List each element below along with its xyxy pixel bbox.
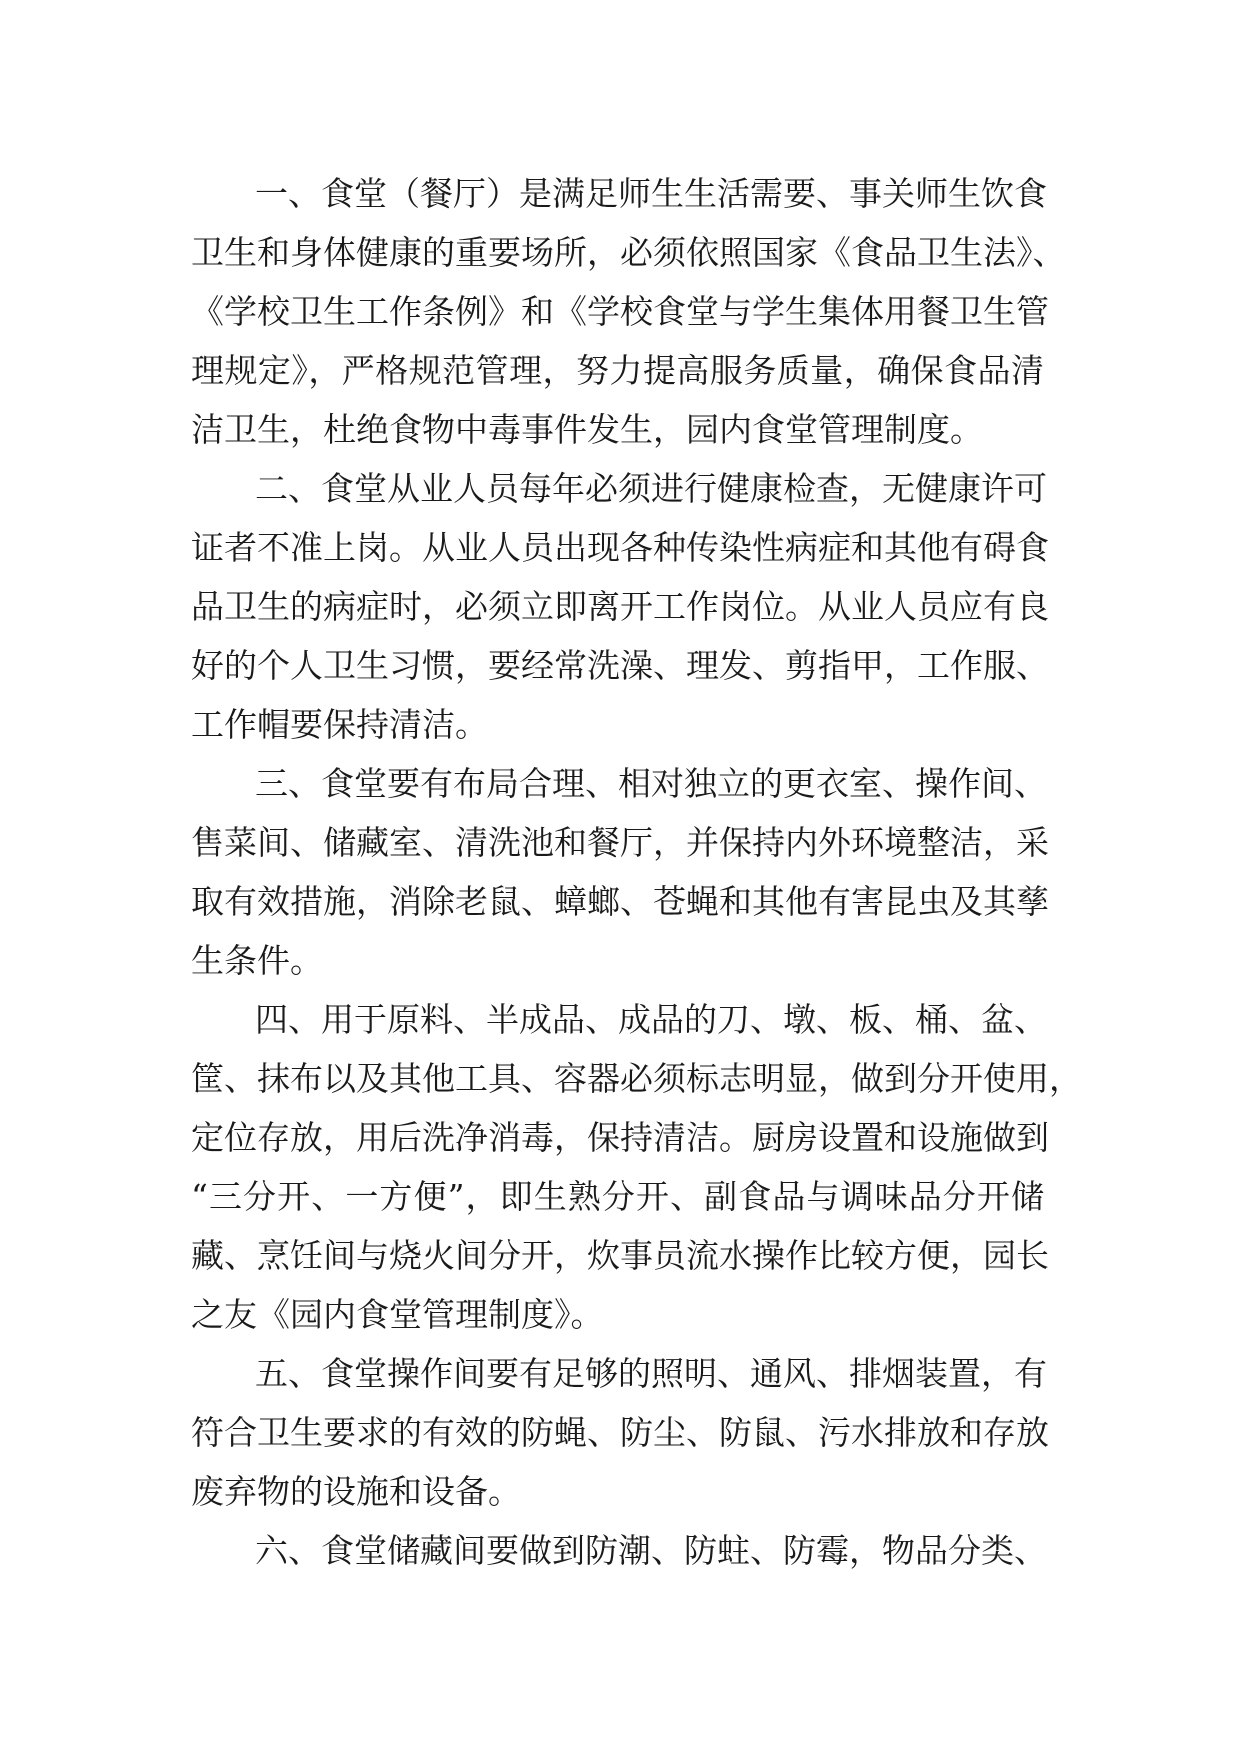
paragraph-5-line-2: 符合卫生要求的有效的防蝇、防尘、防鼠、污水排放和存放 bbox=[191, 1413, 1049, 1452]
paragraph-1-line-3: 《学校卫生工作条例》和《学校食堂与学生集体用餐卫生管 bbox=[191, 292, 1049, 331]
paragraph-2-line-5: 工作帽要保持清洁。 bbox=[191, 705, 488, 744]
paragraph-6-line-1: 六、食堂储藏间要做到防潮、防蛀、防霉，物品分类、 bbox=[255, 1531, 1047, 1570]
paragraph-2-line-2: 证者不准上岗。从业人员出现各种传染性病症和其他有碍食 bbox=[191, 528, 1049, 567]
paragraph-3-line-2: 售菜间、储藏室、清洗池和餐厅，并保持内外环境整洁，采 bbox=[191, 823, 1049, 862]
paragraph-2-line-3: 品卫生的病症时，必须立即离开工作岗位。从业人员应有良 bbox=[191, 587, 1049, 626]
paragraph-2-line-4: 好的个人卫生习惯，要经常洗澡、理发、剪指甲，工作服、 bbox=[191, 646, 1049, 685]
paragraph-1-line-4: 理规定》，严格规范管理，努力提高服务质量，确保食品清 bbox=[191, 351, 1044, 390]
paragraph-3-line-1: 三、食堂要有布局合理、相对独立的更衣室、操作间、 bbox=[255, 764, 1047, 803]
paragraph-3-line-4: 生条件。 bbox=[191, 941, 323, 980]
paragraph-4-line-5: 藏、烹饪间与烧火间分开，炊事员流水操作比较方便，园长 bbox=[191, 1236, 1049, 1275]
paragraph-1-line-1: 一、食堂（餐厅）是满足师生生活需要、事关师生饮食 bbox=[255, 174, 1047, 213]
paragraph-4-line-6: 之友《园内食堂管理制度》。 bbox=[191, 1295, 604, 1334]
paragraph-4-line-3: 定位存放，用后洗净消毒，保持清洁。厨房设置和设施做到 bbox=[191, 1118, 1049, 1157]
paragraph-5-line-3: 废弃物的设施和设备。 bbox=[191, 1472, 521, 1511]
paragraph-4-line-4: “三分开、一方便”，即生熟分开、副食品与调味品分开储 bbox=[191, 1177, 1044, 1216]
paragraph-2-line-1: 二、食堂从业人员每年必须进行健康检查，无健康许可 bbox=[255, 469, 1047, 508]
paragraph-4-line-2: 筐、抹布以及其他工具、容器必须标志明显，做到分开使用， bbox=[191, 1059, 1082, 1098]
paragraph-5-line-1: 五、食堂操作间要有足够的照明、通风、排烟装置，有 bbox=[255, 1354, 1047, 1393]
paragraph-1-line-5: 洁卫生，杜绝食物中毒事件发生，园内食堂管理制度。 bbox=[191, 410, 983, 449]
paragraph-1-line-2: 卫生和身体健康的重要场所，必须依照国家《食品卫生法》、 bbox=[191, 233, 1066, 272]
paragraph-4-line-1: 四、用于原料、半成品、成品的刀、墩、板、桶、盆、 bbox=[255, 1000, 1047, 1039]
paragraph-3-line-3: 取有效措施，消除老鼠、蟑螂、苍蝇和其他有害昆虫及其孳 bbox=[191, 882, 1049, 921]
